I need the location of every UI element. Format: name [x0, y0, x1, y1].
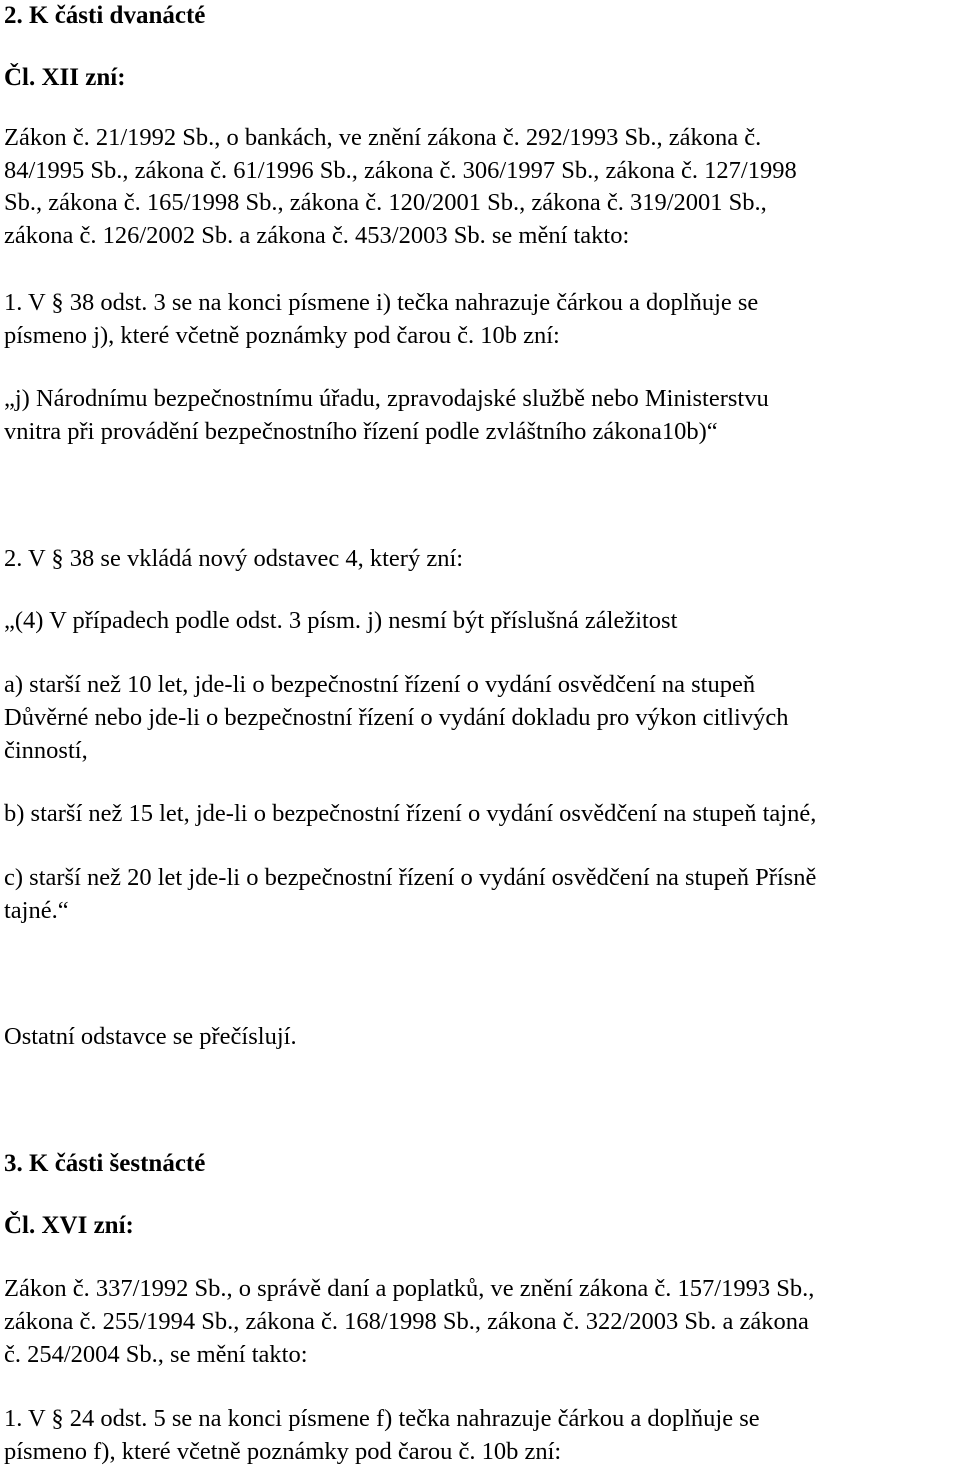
paragraph-line: c) starší než 20 let jde-li o bezpečnostní řízení o vydání osvědčení na stupeň Přísně: [4, 864, 817, 891]
paragraph-line: písmeno j), které včetně poznámky pod čarou č. 10b zní:: [4, 322, 560, 349]
paragraph-line: 1. V § 24 odst. 5 se na konci písmene f) tečka nahrazuje čárkou a doplňuje se: [4, 1405, 760, 1432]
article-heading: Čl. XII zní:: [4, 64, 126, 91]
paragraph-line: písmeno f), které včetně poznámky pod čarou č. 10b zní:: [4, 1438, 562, 1465]
paragraph-line: Sb., zákona č. 165/1998 Sb., zákona č. 120/2001 Sb., zákona č. 319/2001 Sb.,: [4, 189, 767, 216]
paragraph-line: činností,: [4, 737, 88, 764]
paragraph-line: zákona č. 126/2002 Sb. a zákona č. 453/2003 Sb. se mění takto:: [4, 222, 630, 249]
paragraph-line: č. 254/2004 Sb., se mění takto:: [4, 1341, 308, 1368]
paragraph-line: 1. V § 38 odst. 3 se na konci písmene i) tečka nahrazuje čárkou a doplňuje se: [4, 289, 759, 316]
paragraph-line: a) starší než 10 let, jde-li o bezpečnostní řízení o vydání osvědčení na stupeň: [4, 671, 756, 698]
section-heading: 2. K části dvanácté: [4, 2, 206, 29]
paragraph-line: vnitra při provádění bezpečnostního řízení podle zvláštního zákona10b)“: [4, 418, 718, 445]
paragraph-line: „j) Národnímu bezpečnostnímu úřadu, zpravodajské službě nebo Ministerstvu: [4, 385, 769, 412]
paragraph-line: tajné.“: [4, 897, 69, 924]
section-heading: 3. K části šestnácté: [4, 1150, 206, 1177]
paragraph-line: zákona č. 255/1994 Sb., zákona č. 168/1998 Sb., zákona č. 322/2003 Sb. a zákona: [4, 1308, 809, 1335]
paragraph-line: Důvěrné nebo jde-li o bezpečnostní řízení o vydání dokladu pro výkon citlivých: [4, 704, 789, 731]
amendment-point-2: 2. V § 38 se vkládá nový odstavec 4, který zní:: [4, 545, 464, 572]
paragraph-line: Zákon č. 337/1992 Sb., o správě daní a poplatků, ve znění zákona č. 157/1993 Sb.,: [4, 1275, 815, 1302]
renumbering-note: Ostatní odstavce se přečíslují.: [4, 1023, 297, 1050]
item-b: b) starší než 15 let, jde-li o bezpečnostní řízení o vydání osvědčení na stupeň tajné,: [4, 800, 817, 827]
article-heading: Čl. XVI zní:: [4, 1212, 134, 1239]
paragraph-line: 84/1995 Sb., zákona č. 61/1996 Sb., zákona č. 306/1997 Sb., zákona č. 127/1998: [4, 157, 797, 184]
paragraph-line: Zákon č. 21/1992 Sb., o bankách, ve znění zákona č. 292/1993 Sb., zákona č.: [4, 124, 762, 151]
quoted-paragraph-4: „(4) V případech podle odst. 3 písm. j) nesmí být příslušná záležitost: [4, 607, 678, 634]
